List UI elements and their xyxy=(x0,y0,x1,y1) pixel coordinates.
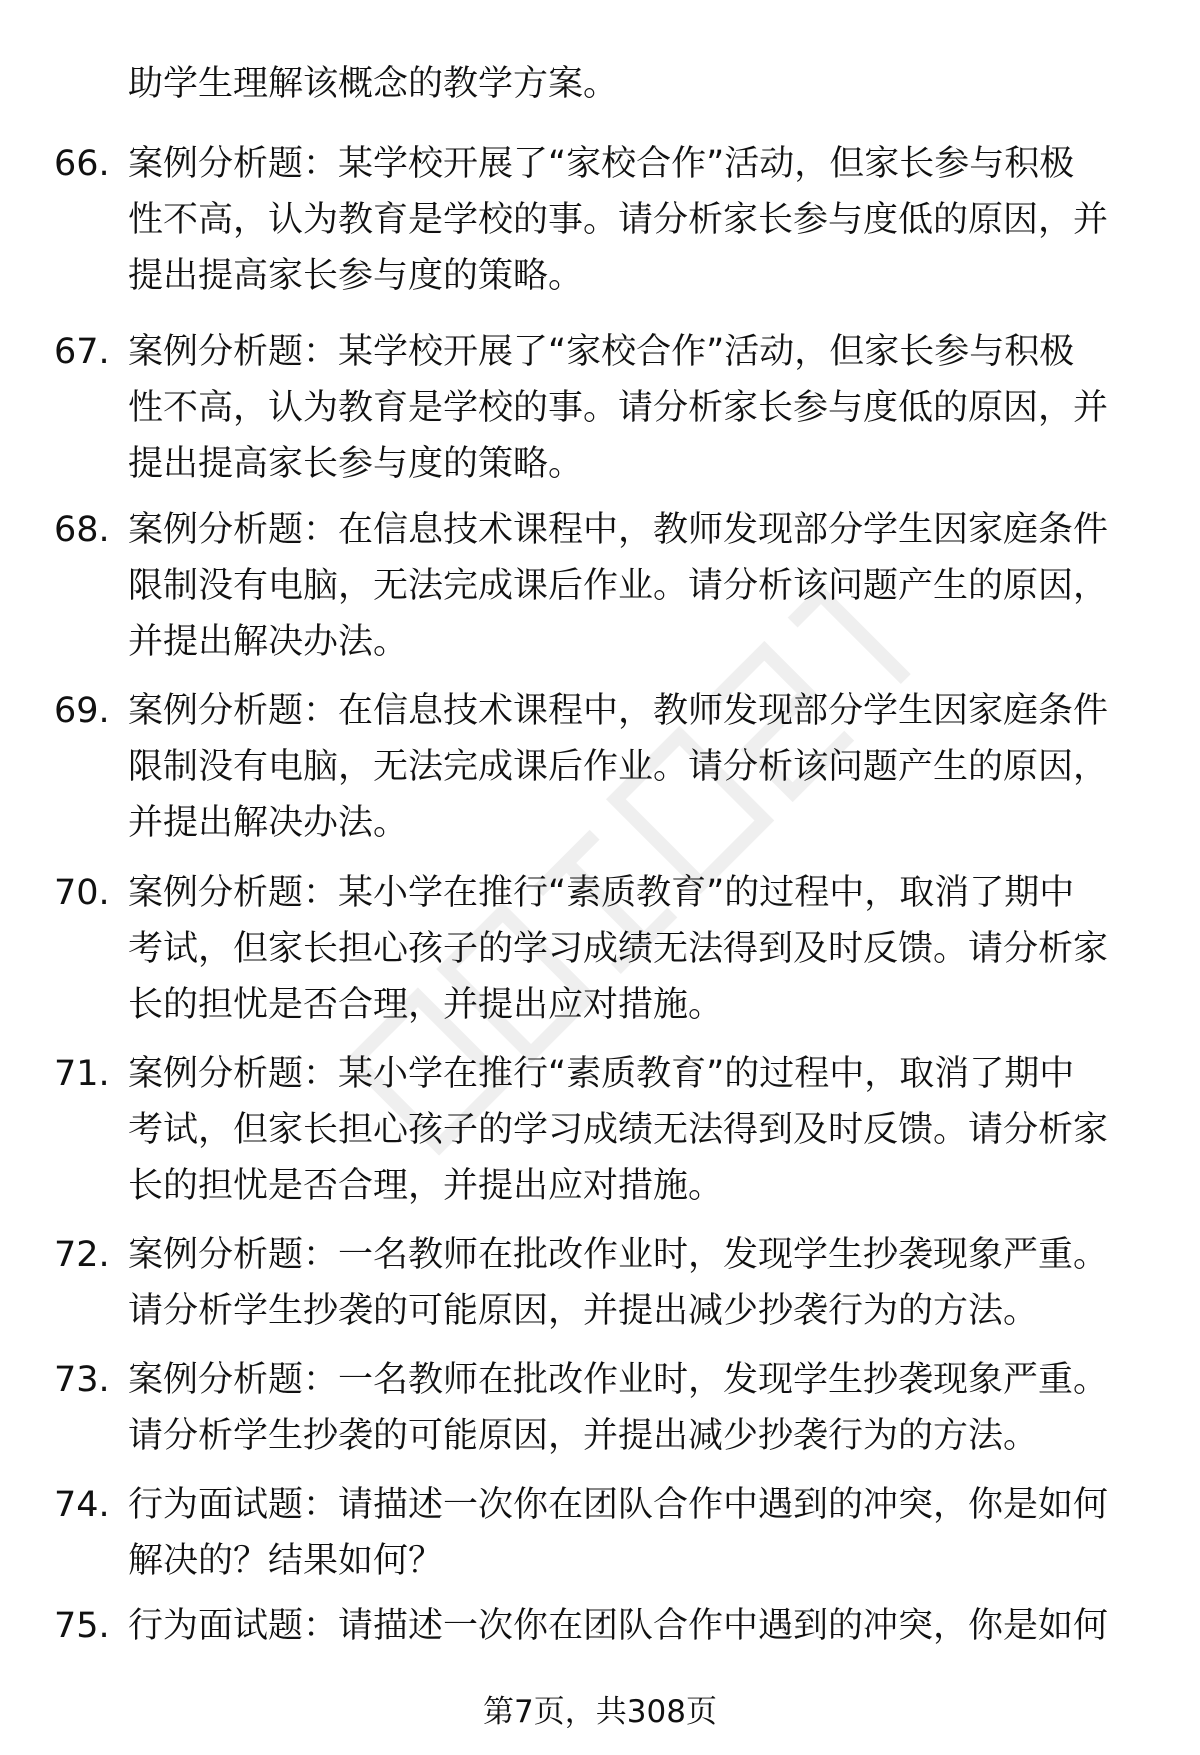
question-line: 行为面试题：请描述一次你在团队合作中遇到的冲突，你是如何 xyxy=(128,1485,1109,1525)
question-line: 提出提高家长参与度的策略。 xyxy=(128,444,584,484)
question-line: 案例分析题：某学校开展了“家校合作”活动，但家长参与积极 xyxy=(128,332,1075,372)
question-number: 74. xyxy=(54,1485,110,1525)
question-number: 75. xyxy=(54,1606,110,1646)
question-text xyxy=(128,865,1138,1033)
question-text xyxy=(128,1227,1138,1339)
question-line: 性不高，认为教育是学校的事。请分析家长参与度低的原因，并 xyxy=(128,388,1109,428)
question-line: 考试，但家长担心孩子的学习成绩无法得到及时反馈。请分析家 xyxy=(128,1110,1109,1150)
question-line: 解决的？结果如何？ xyxy=(128,1541,444,1581)
question-line: 案例分析题：一名教师在批改作业时，发现学生抄袭现象严重。 xyxy=(128,1235,1109,1275)
question-line: 案例分析题：某小学在推行“素质教育”的过程中，取消了期中 xyxy=(128,1054,1075,1094)
question-text xyxy=(128,1598,1138,1654)
question-number: 67. xyxy=(54,332,110,372)
question-text xyxy=(128,1352,1138,1464)
lead-line: 助学生理解该概念的教学方案。 xyxy=(128,64,619,104)
question-line: 性不高，认为教育是学校的事。请分析家长参与度低的原因，并 xyxy=(128,200,1109,240)
question-line: 并提出解决办法。 xyxy=(128,622,409,662)
question-number: 72. xyxy=(54,1235,110,1275)
question-number: 69. xyxy=(54,691,110,731)
question-line: 限制没有电脑，无法完成课后作业。请分析该问题产生的原因， xyxy=(128,747,1109,787)
question-line: 长的担忧是否合理，并提出应对措施。 xyxy=(128,1166,724,1206)
page-number-footer: 第7页，共308页 xyxy=(483,1694,717,1730)
question-line: 案例分析题：一名教师在批改作业时，发现学生抄袭现象严重。 xyxy=(128,1360,1109,1400)
question-text xyxy=(128,502,1138,670)
question-line: 限制没有电脑，无法完成课后作业。请分析该问题产生的原因， xyxy=(128,566,1109,606)
question-text xyxy=(128,1046,1138,1214)
question-line: 行为面试题：请描述一次你在团队合作中遇到的冲突，你是如何 xyxy=(128,1606,1109,1646)
question-number: 71. xyxy=(54,1054,110,1094)
question-line: 案例分析题：某学校开展了“家校合作”活动，但家长参与积极 xyxy=(128,144,1075,184)
question-number: 73. xyxy=(54,1360,110,1400)
question-line: 案例分析题：某小学在推行“素质教育”的过程中，取消了期中 xyxy=(128,873,1075,913)
question-line: 长的担忧是否合理，并提出应对措施。 xyxy=(128,985,724,1025)
question-line: 请分析学生抄袭的可能原因，并提出减少抄袭行为的方法。 xyxy=(128,1416,1039,1456)
question-line: 案例分析题：在信息技术课程中，教师发现部分学生因家庭条件 xyxy=(128,510,1109,550)
question-text xyxy=(128,324,1138,492)
question-number: 70. xyxy=(54,873,110,913)
question-line: 请分析学生抄袭的可能原因，并提出减少抄袭行为的方法。 xyxy=(128,1291,1039,1331)
question-text xyxy=(128,136,1138,304)
question-number: 68. xyxy=(54,510,110,550)
question-line: 案例分析题：在信息技术课程中，教师发现部分学生因家庭条件 xyxy=(128,691,1109,731)
question-text xyxy=(128,1477,1138,1589)
question-line: 并提出解决办法。 xyxy=(128,803,409,843)
question-number: 66. xyxy=(54,144,110,184)
question-line: 考试，但家长担心孩子的学习成绩无法得到及时反馈。请分析家 xyxy=(128,929,1109,969)
question-line: 提出提高家长参与度的策略。 xyxy=(128,256,584,296)
question-text xyxy=(128,683,1138,851)
